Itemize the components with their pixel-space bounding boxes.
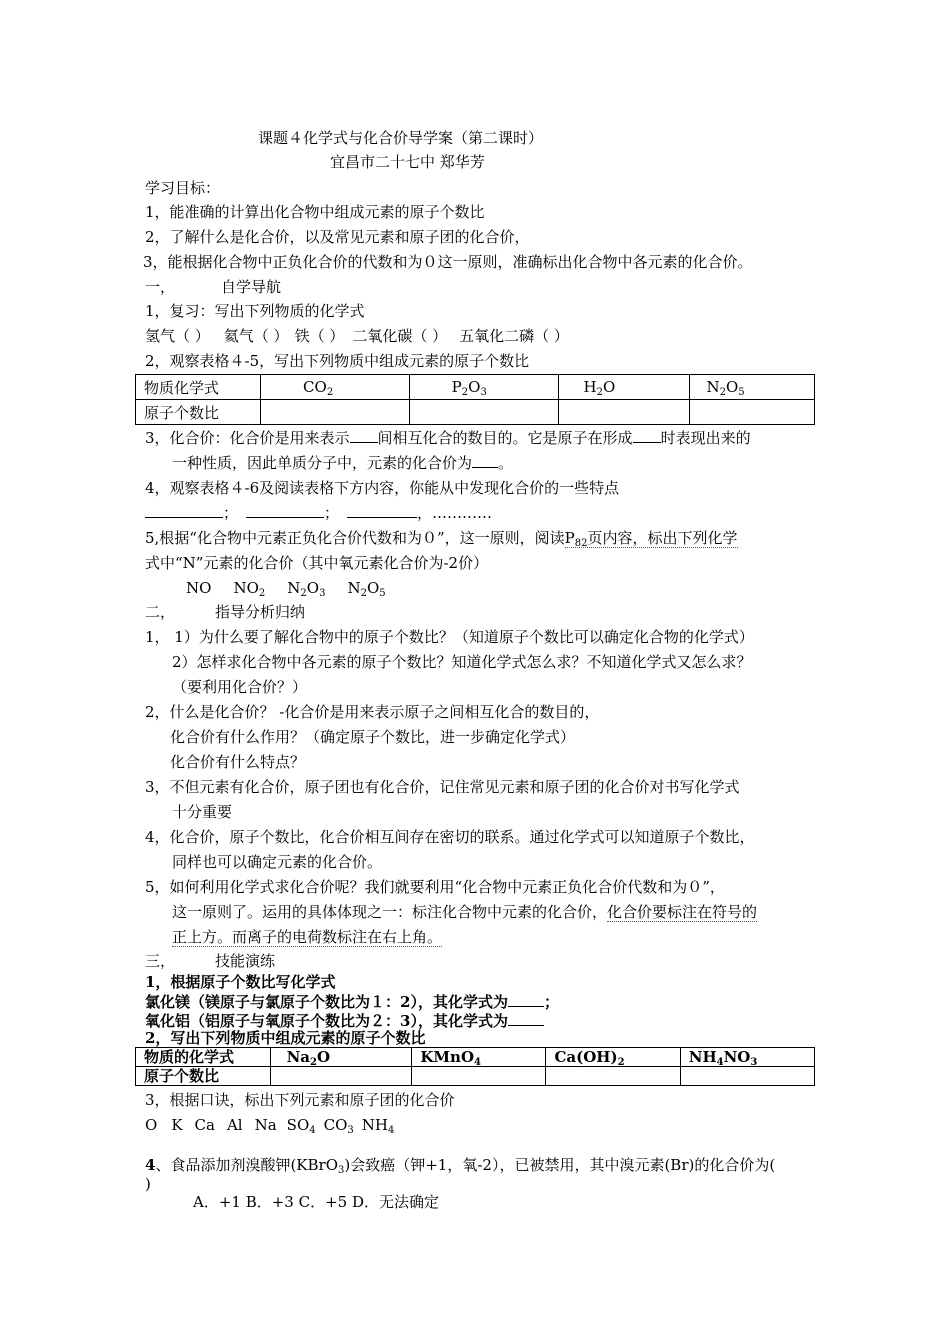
s3-line: 氧化铝（铝原子与氧原子个数比为２：3），其化学式为 bbox=[145, 1011, 544, 1030]
section1-heading bbox=[145, 277, 281, 297]
q1-item: 氢气（ ） bbox=[145, 327, 210, 345]
doc-author: 宜昌市二十七中 郑华芳 bbox=[330, 153, 485, 171]
goal-1: 1，能准确的计算出化合物中组成元素的原子个数比 bbox=[145, 203, 485, 221]
section2-title: 指导分析归纳 bbox=[215, 603, 306, 621]
s1-q5-cont: 式中“N”元素的化合价（其中氧元素化合价为-2价） bbox=[145, 554, 489, 572]
blank-line[interactable] bbox=[145, 503, 223, 518]
s2-line: 3，不但元素有化合价，原子团也有化合价，记住常见元素和原子团的化合价对书写化学式 bbox=[145, 778, 740, 796]
symbol: NH bbox=[361, 1116, 388, 1134]
s2-line: 化合价有什么特点？ bbox=[170, 753, 306, 771]
table-row bbox=[136, 1048, 815, 1067]
blank-line[interactable] bbox=[508, 992, 544, 1007]
table-cell-label: 原子个数比 bbox=[136, 1067, 271, 1086]
s2-line: 正上方。而离子的电荷数标注在右上角。 bbox=[172, 928, 443, 946]
symbol: O bbox=[145, 1116, 158, 1134]
blank-line[interactable] bbox=[350, 428, 378, 443]
blank-line[interactable] bbox=[246, 503, 324, 518]
table-cell-blank[interactable] bbox=[546, 1067, 680, 1086]
s1-q3-cont: 一种性质，因此单质分子中，元素的化合价为 。 bbox=[172, 454, 514, 472]
s2-line: 5，如何利用化学式求化合价呢？我们就要利用“化合物中元素正负化合价代数和为０”， bbox=[145, 878, 725, 896]
s2-line: 十分重要 bbox=[172, 803, 233, 821]
s3-choices: A．+1 B．+3 C．+5 D．无法确定 bbox=[193, 1193, 439, 1211]
table-cell-label: 物质化学式 bbox=[136, 375, 261, 400]
table-cell: $P_2O_3$ bbox=[409, 375, 559, 400]
s1-q4: 4，观察表格４-6及阅读表格下方内容，你能从中发现化合价的一些特点 bbox=[145, 479, 620, 497]
formula: $N_2O_5$ bbox=[347, 579, 386, 599]
symbol: SO bbox=[286, 1116, 310, 1134]
s3-line: 氯化镁（镁原子与氯原子个数比为１：2），其化学式为 ； bbox=[145, 993, 559, 1011]
s2-line: 1， 1）为什么要了解化合物中的原子个数比？（知道原子个数比可以确定化合物的化学式） bbox=[145, 628, 754, 646]
section3-title: 技能演练 bbox=[215, 952, 276, 970]
table-row bbox=[136, 1067, 815, 1086]
s2-line: 同样也可以确定元素的化合价。 bbox=[172, 853, 383, 871]
q1-item: 五氧化二磷（ ） bbox=[459, 327, 569, 345]
table-row bbox=[136, 375, 815, 400]
table-cell-blank[interactable] bbox=[409, 400, 559, 425]
symbol: Al bbox=[226, 1116, 243, 1134]
table-cell: KMnO$_4$ bbox=[412, 1048, 546, 1067]
table-cell-blank[interactable] bbox=[559, 400, 690, 425]
table-row bbox=[136, 400, 815, 425]
section2-heading bbox=[145, 602, 305, 622]
s1-q1-items bbox=[145, 326, 569, 346]
s2-line: （要利用化合价？） bbox=[172, 678, 308, 696]
table-cell: $H_2O$ bbox=[559, 375, 690, 400]
table-cell-label: 物质的化学式 bbox=[136, 1048, 271, 1067]
section1-number: 一， bbox=[145, 278, 176, 296]
table-cell: $CO_2$ bbox=[261, 375, 410, 400]
s2-line: 4，化合价，原子个数比，化合价相互间存在密切的联系。通过化学式可以知道原子个数比， bbox=[145, 828, 755, 846]
q1-item: 氦气（ ） bbox=[223, 327, 289, 345]
s1-q5-items bbox=[186, 578, 386, 598]
formula: NO bbox=[186, 579, 212, 597]
table-cell-blank[interactable] bbox=[690, 400, 815, 425]
s2-line: 化合价有什么作用？（确定原子个数比，进一步确定化学式） bbox=[170, 728, 576, 746]
blank-line[interactable] bbox=[508, 1011, 544, 1026]
formula: $NO_2$ bbox=[233, 579, 266, 599]
goals-heading: 学习目标： bbox=[145, 179, 221, 197]
s2-line: 这一原则了。运用的具体体现之一：标注化合物中元素的化合价，化合价要标注在符号的 bbox=[172, 903, 758, 921]
blank-line[interactable] bbox=[347, 503, 417, 518]
s3-line: ) bbox=[145, 1175, 151, 1193]
section2-number: 二， bbox=[145, 603, 176, 621]
s3-q4: 4、食品添加剂溴酸钾(KBrO$_3$)会致癌（钾+1，氧-2），已被禁用，其中溴元素(Br)的化合价为( bbox=[145, 1156, 776, 1176]
q1-item: 二氧化碳（ ） bbox=[352, 327, 448, 345]
s3-symbols: O K Ca Al Na $SO_4$ $CO_3$ $NH_4$ bbox=[145, 1116, 395, 1136]
s1-q3: 3，化合价：化合价是用来表示 间相互化合的数目的。它是原子在形成 时表现出来的 bbox=[145, 429, 751, 447]
goal-3: 3，能根据化合物中正负化合价的代数和为０这一原则，准确标出化合物中各元素的化合价。 bbox=[143, 253, 753, 271]
s1-q2: 2，观察表格４-5，写出下列物质中组成元素的原子个数比 bbox=[145, 352, 530, 370]
s1-q4-blanks: ； ； ，………… bbox=[145, 503, 492, 523]
s2-line: 2）怎样求化合物中各元素的原子个数比？知道化学式怎么求？不知道化学式又怎么求？ bbox=[172, 653, 752, 671]
s2-line: 2，什么是化合价？ -化合价是用来表示原子之间相互化合的数目的， bbox=[145, 703, 600, 721]
goal-2: 2，了解什么是化合价，以及常见元素和原子团的化合价， bbox=[145, 228, 530, 246]
s3-line: 2，写出下列物质中组成元素的原子个数比 bbox=[145, 1029, 426, 1047]
s1-q5: 5,根据“化合物中元素正负化合价代数和为０”，这一原则，阅读$P_{82}$页内容，标出下列化学 bbox=[145, 529, 738, 549]
table-cell: $Ca(OH)_2$ bbox=[546, 1048, 680, 1067]
section3-heading bbox=[145, 951, 275, 971]
s3-line: 3，根据口诀，标出下列元素和原子团的化合价 bbox=[145, 1091, 455, 1109]
symbol: Na bbox=[254, 1116, 277, 1134]
page-reference: $P_{82}$页内容，标出下列化学 bbox=[564, 529, 738, 549]
blank-line[interactable] bbox=[633, 428, 661, 443]
doc-title: 课题４化学式与化合价导学案（第二课时） bbox=[258, 129, 544, 147]
ratio-table-1 bbox=[135, 374, 815, 425]
table-cell: $NH_4NO_3$ bbox=[680, 1048, 814, 1067]
s1-q1: 1，复习：写出下列物质的化学式 bbox=[145, 302, 365, 320]
table-cell-blank[interactable] bbox=[680, 1067, 814, 1086]
symbol: K bbox=[171, 1116, 183, 1134]
symbol: Ca bbox=[194, 1116, 215, 1134]
table-cell-blank[interactable] bbox=[261, 400, 410, 425]
section3-number: 三， bbox=[145, 952, 176, 970]
symbol: CO bbox=[323, 1116, 348, 1134]
section1-title: 自学导航 bbox=[221, 278, 282, 296]
ratio-table-2 bbox=[135, 1047, 815, 1086]
table-cell: $N_2O_5$ bbox=[690, 375, 815, 400]
table-cell-blank[interactable] bbox=[270, 1067, 412, 1086]
table-cell-label: 原子个数比 bbox=[136, 400, 261, 425]
table-cell: $Na_2O$ bbox=[270, 1048, 412, 1067]
s3-line: 1，根据原子个数比写化学式 bbox=[145, 973, 336, 991]
q1-item: 铁（ ） bbox=[294, 327, 345, 345]
blank-line[interactable] bbox=[472, 453, 498, 468]
formula: $N_2O_3$ bbox=[287, 579, 326, 599]
table-cell-blank[interactable] bbox=[412, 1067, 546, 1086]
